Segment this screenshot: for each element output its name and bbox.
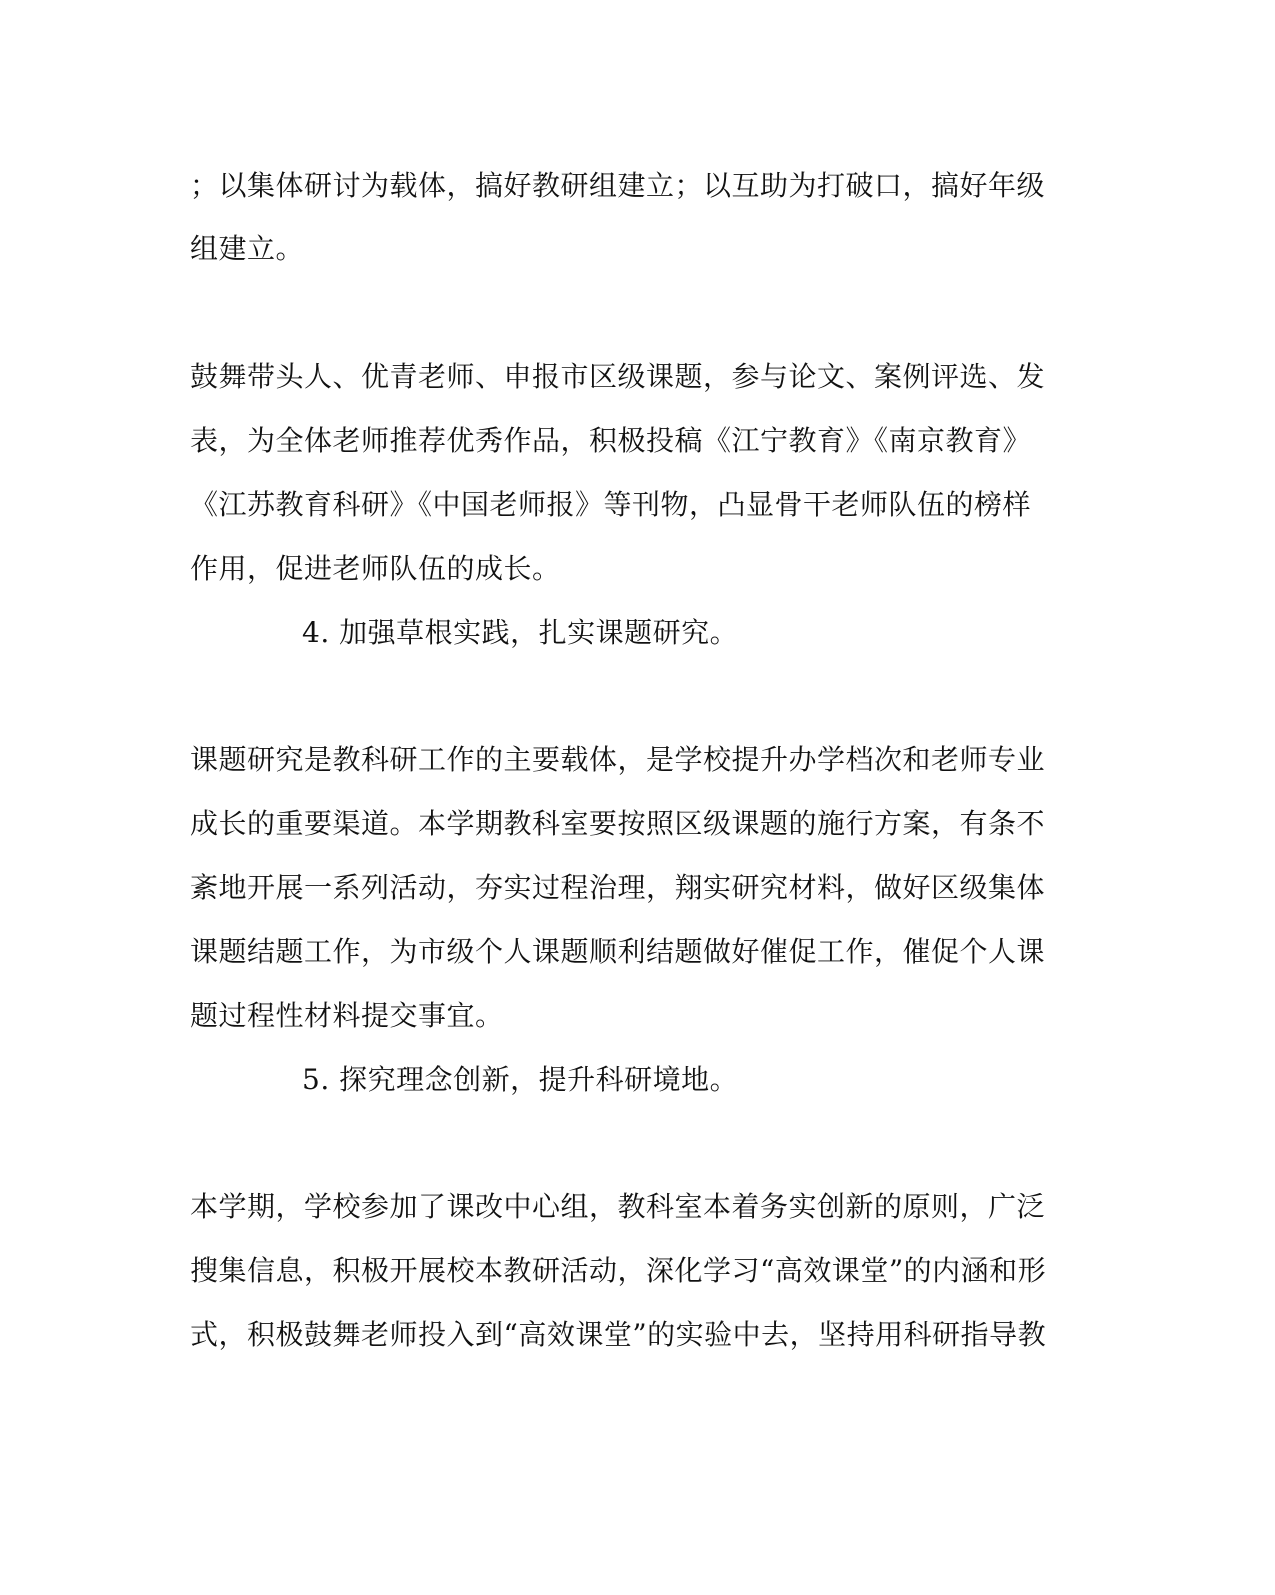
paragraph-line: 成长的重要渠道。本学期教科室要按照区级课题的施行方案，有条不 [190, 807, 1046, 840]
paragraph-line: 式，积极鼓舞老师投入到“高效课堂”的实验中去，坚持用科研指导教 [190, 1318, 1047, 1351]
paragraph-line: 本学期，学校参加了课改中心组，教科室本着务实创新的原则，广泛 [190, 1190, 1046, 1223]
paragraph-line: 课题研究是教科研工作的主要载体，是学校提升办学档次和老师专业 [190, 743, 1046, 776]
section-heading: 5. 探究理念创新，提升科研境地。 [302, 1063, 739, 1096]
paragraph-line: 《江苏教育科研》《中国老师报》等刊物，凸显骨干老师队伍的榜样 [190, 488, 1032, 521]
paragraph-line: 组建立。 [190, 232, 305, 265]
paragraph-line: 紊地开展一系列活动，夯实过程治理，翔实研究材料，做好区级集体 [190, 871, 1046, 904]
paragraph-line: 课题结题工作，为市级个人课题顺利结题做好催促工作，催促个人课 [190, 935, 1046, 968]
section-heading: 4. 加强草根实践，扎实课题研究。 [302, 616, 739, 649]
paragraph-line: 题过程性材料提交事宜。 [190, 999, 504, 1032]
paragraph-line: 作用，促进老师队伍的成长。 [190, 552, 561, 585]
paragraph-line: 搜集信息，积极开展校本教研活动，深化学习“高效课堂”的内涵和形 [190, 1254, 1047, 1287]
paragraph-line: ；以集体研讨为载体，搞好教研组建立；以互助为打破口，搞好年级 [190, 169, 1046, 202]
paragraph-line: 表，为全体老师推荐优秀作品，积极投稿《江宁教育》《南京教育》 [190, 424, 1032, 457]
paragraph-line: 鼓舞带头人、优青老师、申报市区级课题，参与论文、案例评选、发 [190, 360, 1046, 393]
